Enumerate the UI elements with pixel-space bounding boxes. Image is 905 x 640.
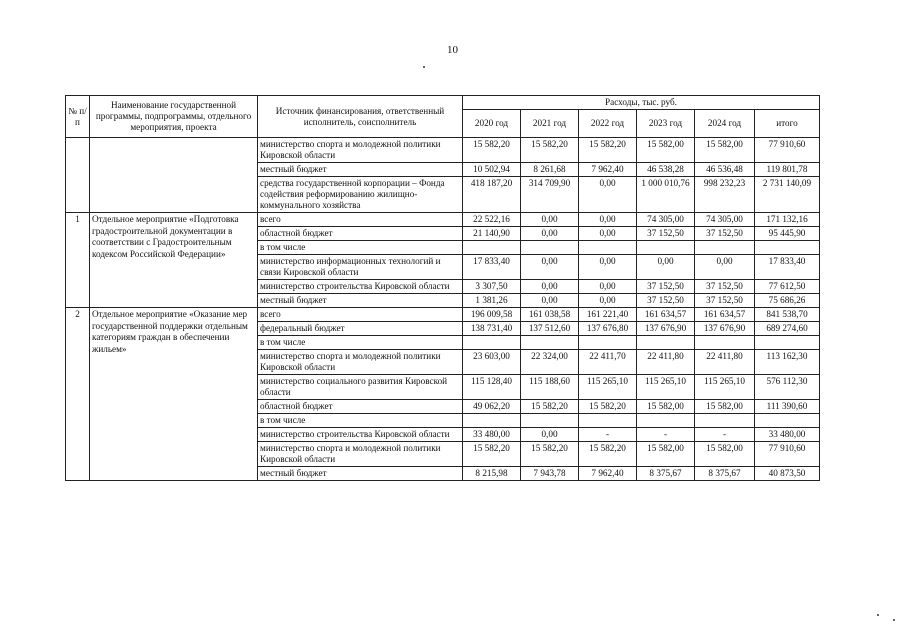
header-year: 2024 год [695, 110, 755, 138]
value-cell: 418 187,20 [463, 177, 521, 213]
value-cell: 115 188,60 [521, 375, 579, 400]
value-cell [579, 241, 637, 255]
value-cell: 8 261,68 [521, 163, 579, 177]
value-cell: 33 480,00 [463, 428, 521, 442]
value-cell: 15 582,20 [521, 138, 579, 163]
total-cell: 2 731 140,09 [755, 177, 820, 213]
value-cell: 37 152,50 [695, 227, 755, 241]
value-cell: 49 062,20 [463, 400, 521, 414]
value-cell: 7 962,40 [579, 163, 637, 177]
value-cell: 15 582,20 [463, 442, 521, 467]
source-cell: средства государственной корпорации – Фонда содействия реформированию жилищно-коммунального хозяйства [258, 177, 463, 213]
value-cell [579, 414, 637, 428]
number-cell [66, 138, 90, 213]
value-cell: 15 582,00 [637, 442, 695, 467]
value-cell: 15 582,00 [695, 442, 755, 467]
value-cell: 22 324,00 [521, 350, 579, 375]
value-cell [579, 336, 637, 350]
value-cell: 15 582,20 [521, 442, 579, 467]
header-year: 2022 год [579, 110, 637, 138]
value-cell: 1 000 010,76 [637, 177, 695, 213]
scan-speck [423, 66, 425, 68]
value-cell [463, 414, 521, 428]
source-cell: местный бюджет [258, 467, 463, 481]
total-cell: 113 162,30 [755, 350, 820, 375]
total-cell [755, 241, 820, 255]
source-cell: министерство информационных технологий и связи Кировской области [258, 255, 463, 280]
total-cell: 689 274,60 [755, 322, 820, 336]
header-name: Наименование государственной программы, подпрограммы, отдельного мероприятия, проекта [90, 96, 258, 138]
value-cell: 37 152,50 [695, 280, 755, 294]
value-cell: 115 265,10 [579, 375, 637, 400]
value-cell: 15 582,20 [579, 138, 637, 163]
value-cell: 0,00 [521, 428, 579, 442]
source-cell: местный бюджет [258, 163, 463, 177]
value-cell: 10 502,94 [463, 163, 521, 177]
source-cell: федеральный бюджет [258, 322, 463, 336]
value-cell: 22 411,80 [695, 350, 755, 375]
object-name-cell: Отдельное мероприятие «Подготовка градостроительной документации в соответствии с Градостроительным кодексом Российской Федерации» [90, 213, 258, 308]
total-cell: 95 445,90 [755, 227, 820, 241]
value-cell: - [637, 428, 695, 442]
value-cell: 0,00 [579, 255, 637, 280]
object-name-cell: Отдельное мероприятие «Оказание мер государственной поддержки отдельным категориям граждан в обеспечении жильем» [90, 308, 258, 481]
value-cell: 115 265,10 [637, 375, 695, 400]
value-cell: 17 833,40 [463, 255, 521, 280]
source-cell: министерство строительства Кировской области [258, 280, 463, 294]
value-cell: 137 676,90 [695, 322, 755, 336]
value-cell: 138 731,40 [463, 322, 521, 336]
expenses-table [65, 95, 820, 481]
value-cell: 0,00 [521, 255, 579, 280]
source-cell: министерство спорта и молодежной политики Кировской области [258, 442, 463, 467]
value-cell: 0,00 [521, 280, 579, 294]
header-year: 2023 год [637, 110, 695, 138]
source-cell: местный бюджет [258, 294, 463, 308]
value-cell: 0,00 [579, 280, 637, 294]
value-cell: 74 305,00 [695, 213, 755, 227]
source-cell: областной бюджет [258, 400, 463, 414]
total-cell: 111 390,60 [755, 400, 820, 414]
value-cell: 115 128,40 [463, 375, 521, 400]
value-cell: 15 582,20 [579, 442, 637, 467]
value-cell: 15 582,20 [521, 400, 579, 414]
value-cell: 161 221,40 [579, 308, 637, 322]
value-cell: 46 538,28 [637, 163, 695, 177]
value-cell: 15 582,20 [463, 138, 521, 163]
value-cell: 0,00 [579, 227, 637, 241]
value-cell: 161 038,58 [521, 308, 579, 322]
value-cell: 22 522,16 [463, 213, 521, 227]
value-cell: 161 634,57 [695, 308, 755, 322]
total-cell: 77 910,60 [755, 442, 820, 467]
value-cell: 15 582,00 [637, 138, 695, 163]
total-cell: 77 612,50 [755, 280, 820, 294]
value-cell: 3 307,50 [463, 280, 521, 294]
value-cell: 8 215,98 [463, 467, 521, 481]
value-cell: 0,00 [521, 294, 579, 308]
source-cell: министерство социального развития Кировской области [258, 375, 463, 400]
total-cell: 33 480,00 [755, 428, 820, 442]
value-cell: 21 140,90 [463, 227, 521, 241]
table-row [66, 308, 820, 322]
value-cell: 1 381,26 [463, 294, 521, 308]
header-row-1 [66, 96, 820, 110]
table-body [66, 138, 820, 481]
value-cell: 8 375,67 [637, 467, 695, 481]
value-cell: 46 536,48 [695, 163, 755, 177]
total-cell [755, 336, 820, 350]
value-cell [695, 336, 755, 350]
source-cell: всего [258, 213, 463, 227]
value-cell [521, 241, 579, 255]
value-cell [521, 414, 579, 428]
expenses-table-wrapper [65, 95, 820, 481]
source-cell: в том числе [258, 241, 463, 255]
value-cell: 15 582,00 [695, 138, 755, 163]
total-cell: 171 132,16 [755, 213, 820, 227]
number-cell: 2 [66, 308, 90, 481]
header-expenses: Расходы, тыс. руб. [463, 96, 820, 110]
value-cell: 196 009,58 [463, 308, 521, 322]
value-cell: 0,00 [579, 294, 637, 308]
value-cell: 23 603,00 [463, 350, 521, 375]
total-cell: 119 801,78 [755, 163, 820, 177]
header-year: 2020 год [463, 110, 521, 138]
source-cell: в том числе [258, 336, 463, 350]
value-cell [637, 414, 695, 428]
value-cell [463, 336, 521, 350]
value-cell: 37 152,50 [637, 227, 695, 241]
source-cell: в том числе [258, 414, 463, 428]
value-cell: 314 709,90 [521, 177, 579, 213]
value-cell: 37 152,50 [637, 280, 695, 294]
total-cell: 17 833,40 [755, 255, 820, 280]
value-cell [637, 241, 695, 255]
total-cell: 576 112,30 [755, 375, 820, 400]
source-cell: министерство спорта и молодежной политики Кировской области [258, 138, 463, 163]
value-cell: 0,00 [637, 255, 695, 280]
value-cell: 22 411,70 [579, 350, 637, 375]
value-cell: 7 943,78 [521, 467, 579, 481]
source-cell: областной бюджет [258, 227, 463, 241]
value-cell: 161 634,57 [637, 308, 695, 322]
header-total: итого [755, 110, 820, 138]
header-number: № п/п [66, 96, 90, 138]
value-cell: 137 676,80 [579, 322, 637, 336]
value-cell [695, 241, 755, 255]
value-cell: - [695, 428, 755, 442]
value-cell: 137 512,60 [521, 322, 579, 336]
value-cell: 0,00 [579, 213, 637, 227]
value-cell: 37 152,50 [637, 294, 695, 308]
total-cell [755, 414, 820, 428]
value-cell: 7 962,40 [579, 467, 637, 481]
value-cell [637, 336, 695, 350]
scan-speck [877, 614, 879, 616]
table-row [66, 138, 820, 163]
object-name-cell [90, 138, 258, 213]
source-cell: министерство строительства Кировской области [258, 428, 463, 442]
scan-speck [893, 619, 895, 621]
value-cell: 8 375,67 [695, 467, 755, 481]
value-cell [695, 414, 755, 428]
value-cell: 74 305,00 [637, 213, 695, 227]
total-cell: 77 910,60 [755, 138, 820, 163]
value-cell: 0,00 [579, 177, 637, 213]
value-cell [521, 336, 579, 350]
source-cell: всего [258, 308, 463, 322]
page-number: 10 [447, 44, 458, 56]
total-cell: 75 686,26 [755, 294, 820, 308]
total-cell: 841 538,70 [755, 308, 820, 322]
value-cell: 22 411,80 [637, 350, 695, 375]
header-year: 2021 год [521, 110, 579, 138]
value-cell: - [579, 428, 637, 442]
value-cell: 137 676,90 [637, 322, 695, 336]
value-cell: 37 152,50 [695, 294, 755, 308]
total-cell: 40 873,50 [755, 467, 820, 481]
source-cell: министерство спорта и молодежной политики Кировской области [258, 350, 463, 375]
value-cell: 998 232,23 [695, 177, 755, 213]
value-cell: 15 582,00 [695, 400, 755, 414]
value-cell: 0,00 [521, 213, 579, 227]
table-row [66, 213, 820, 227]
value-cell: 0,00 [521, 227, 579, 241]
number-cell: 1 [66, 213, 90, 308]
value-cell: 15 582,00 [637, 400, 695, 414]
value-cell: 15 582,20 [579, 400, 637, 414]
value-cell [463, 241, 521, 255]
value-cell: 115 265,10 [695, 375, 755, 400]
value-cell: 0,00 [695, 255, 755, 280]
header-source: Источник финансирования, ответственный исполнитель, соисполнитель [258, 96, 463, 138]
